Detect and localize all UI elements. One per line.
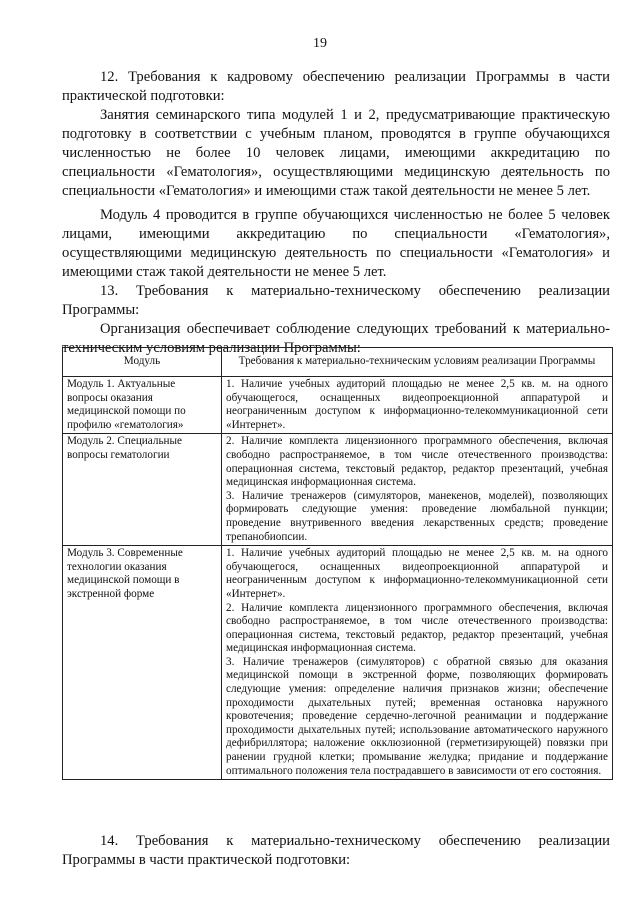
section-13-intro: Организация обеспечивает соблюдение следующих требований к материально-техническим условиям реализации Программы: (62, 321, 610, 356)
module-cell: Модуль 1. Актуальные вопросы оказания медицинской помощи по профилю «гематология» (63, 377, 222, 434)
requirement-item: 2. Наличие комплекта лицензионного программного обеспечения, включая свободно распространяемое, в том числе отечественного производства: операционная система, текстовый редактор, редактор презентаций, учебная медицинская информационная система. (226, 601, 608, 655)
requirements-cell (222, 546, 613, 780)
requirement-item: 3. Наличие тренажеров (симуляторов) с обратной связью для оказания медицинской помощи в экстренной форме, позволяющих формировать следующие умения: определение наличия признаков жизни; обеспечение проходимости дыхательных путей; временная остановка наружного кровотечения; проведение сердечно-легочной реанимации и поддержание проходимости дыхательных путей; использование автоматического наружного дефибриллятора; наложение окклюзионной (герметизирующей) повязки при ранении грудной клетки; промывание желудка; придание и поддержание оптимального положения тела пострадавшего в зависимости от его состояния. (226, 655, 608, 777)
requirement-item: 2. Наличие комплекта лицензионного программного обеспечения, включая свободно распространяемое, в том числе отечественного производства: операционная система, текстовый редактор, редактор презентаций, учебная медицинская информационная система. (226, 435, 608, 489)
requirements-cell (222, 377, 613, 434)
module-cell: Модуль 3. Современные технологии оказания медицинской помощи в экстренной форме (63, 546, 222, 780)
column-header-module: Модуль (63, 348, 222, 377)
requirement-item: 1. Наличие учебных аудиторий площадью не менее 2,5 кв. м. на одного обучающегося, оснащенных видеопроекционной аппаратурой и неограниченным доступом к информационно-телекоммуникационной сети «Интернет». (226, 547, 608, 600)
section-13-heading: 13. Требования к материально-техническому обеспечению реализации Программы: (62, 283, 610, 318)
module-cell: Модуль 2. Специальные вопросы гематологии (63, 434, 222, 546)
table-row (63, 377, 613, 434)
table-row (63, 546, 613, 780)
section-12-paragraph-1: Занятия семинарского типа модулей 1 и 2, предусматривающие практическую подготовку в соответствии с учебным планом, проводятся в группе обучающихся численностью не более 10 человек лицами, имеющими аккредитацию по специальности «Гематология», осуществляющими медицинскую деятельность по специальности «Гематология» и имеющими стаж такой деятельности не менее 5 лет. (62, 107, 610, 199)
requirement-item: 1. Наличие учебных аудиторий площадью не менее 2,5 кв. м. на одного обучающегося, оснащенных видеопроекционной аппаратурой и неограниченным доступом к информационно-телекоммуникационной сети «Интернет». (226, 378, 608, 431)
page-number: 19 (313, 36, 327, 51)
section-14-heading: 14. Требования к материально-техническому обеспечению реализации Программы в части практической подготовки: (62, 833, 610, 868)
section-12-paragraph-2: Модуль 4 проводится в группе обучающихся численностью не более 5 человек лицами, имеющими аккредитацию по специальности «Гематология», осуществляющими медицинскую деятельность по специальности «Гематология» и имеющими стаж такой деятельности не менее 5 лет. (62, 207, 610, 280)
table-row (63, 434, 613, 546)
section-12-heading: 12. Требования к кадровому обеспечению реализации Программы в части практической подготовки: (62, 69, 610, 104)
table-header-row (63, 348, 613, 377)
column-header-requirements: Требования к материально-техническим условиям реализации Программы (222, 348, 613, 377)
requirements-table (62, 347, 613, 780)
requirements-cell (222, 434, 613, 546)
requirement-item: 3. Наличие тренажеров (симуляторов, манекенов, моделей), позволяющих формировать следующие умения: проведение люмбальной пункции; проведение внутривенного введения лекарственных средств; проведение трепанобиопсии. (226, 489, 608, 543)
